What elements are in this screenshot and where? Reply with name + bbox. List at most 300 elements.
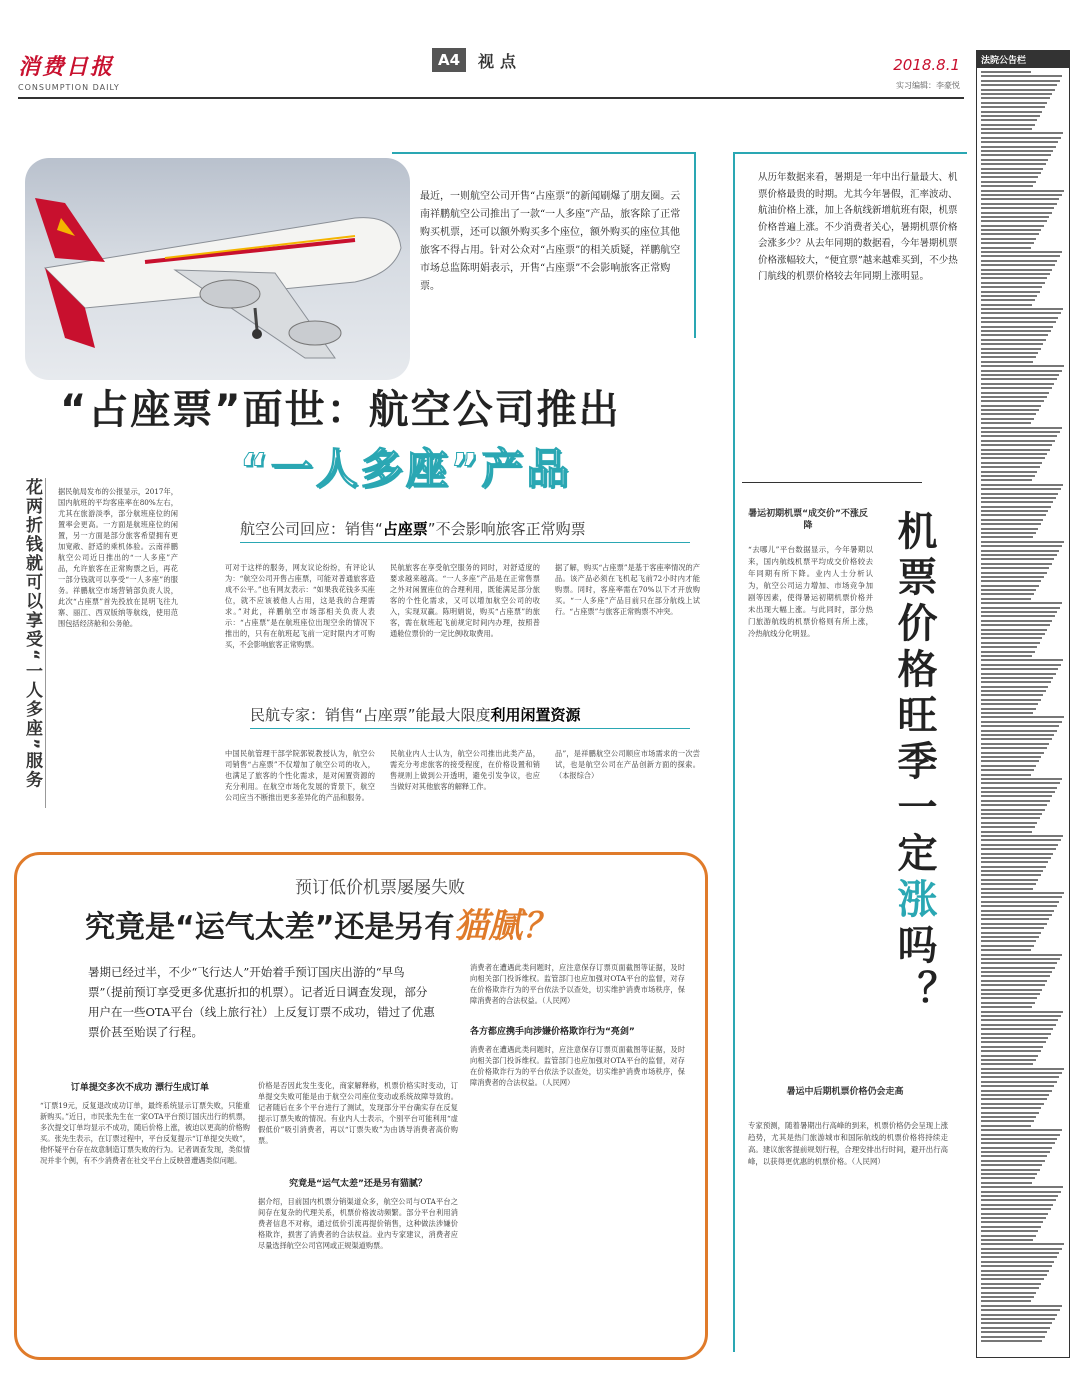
notice-text-line [981,1336,1045,1338]
notice-text-line [981,554,1057,556]
notice-text-line [981,440,1055,442]
notice-text-line [981,1147,1052,1149]
notice-text-line [981,128,1032,130]
notice-text-line [981,1318,1055,1320]
notice-text-line [981,97,1050,99]
notice-text-line [981,216,1049,218]
notice-text-line [981,664,1061,666]
notice-text-line [981,1186,1063,1188]
notice-text-line [981,1230,1038,1232]
notice-text-line [981,427,1062,429]
notice-text-line [981,1015,1061,1017]
notice-text-line [981,572,1047,574]
notice-text-line [981,291,1040,293]
lead-headline-secondary: “一人多座”产品 [240,444,572,493]
issue-date: 2018.8.1 [893,56,960,74]
notice-text-line [981,264,1055,266]
notice-text-line [981,176,1038,178]
notice-text-line [981,1063,1033,1065]
notice-text-line [981,615,1055,617]
notice-text-line [981,1278,1044,1280]
notice-text-line [981,958,1060,960]
notice-text-line [981,686,1048,688]
notice-text-line [981,194,1062,196]
notice-text-line [981,326,1053,328]
notice-text-line [981,260,1057,262]
notice-text-line [981,822,1037,824]
notice-text-line [981,444,1052,446]
lead-headline: “占座票”面世：航空公司推出 [60,387,621,433]
notice-text-line [981,251,1062,253]
notice-text-line [981,1085,1054,1087]
lead-column-text: 据民航局发布的公报显示，2017年，国内航班的平均客座率在80%左右，尤其在旅游淡季，部分航班座位的闲置率会更高。一方面是航班座位的闲置，另一方面是部分旅客希望拥有更加宽敞、舒适的乘机体验。云南祥鹏航空公司近日推出的“一人多座”产品，允许旅客在正常购票之后，再花一部分钱就可以享受“一人多座”的服务。祥鹏航空市场营销部负责人说，此次“占座票”首先投放在昆明飞往九寨、丽江、西双版纳等航线，使用范围包括经济舱和公务舱。 [58,487,178,628]
notice-text-line [981,1129,1062,1131]
court-notice-title: 法院公告栏 [977,51,1069,68]
notice-text-line [981,1024,1056,1026]
notice-text-line [981,71,1031,73]
notice-text-line [981,154,1051,156]
notice-text-line [981,1151,1050,1153]
notice-text-line [981,813,1042,815]
notice-text-line [981,804,1047,806]
notice-text-line [981,1037,1048,1039]
notice-text-line [981,1103,1044,1105]
notice-text-line [981,282,1045,284]
notice-text-line [981,580,1041,582]
notice-text-line [981,1120,1034,1122]
lead-subhead-airline: 航空公司回应：销售“占座票”不会影响旅客正常购票 [240,520,586,538]
notice-text-line [981,1213,1048,1215]
notice-text-line [981,861,1048,863]
notice-text-line [981,532,1036,534]
notice-text-line [981,896,1062,898]
notice-text-line [981,1006,1032,1008]
notice-text-line [981,479,1032,481]
notice-text-line [981,111,1042,113]
notice-text-line [981,936,1039,938]
notice-text-line [981,1112,1039,1114]
notice-text-line [981,212,1052,214]
notice-text-line [981,927,1044,929]
airplane-illustration [25,158,410,380]
notice-text-line [981,1191,1061,1193]
notice-text-line [981,760,1039,762]
notice-text-line [981,1270,1049,1272]
notice-text-line [981,1028,1053,1030]
notice-text-line [981,1322,1052,1324]
right-feature-divider [742,482,922,483]
notice-text-line [981,668,1058,670]
notice-text-line [981,839,1061,841]
notice-text-line [981,1265,1052,1267]
notice-text-line [981,493,1058,495]
notice-text-line [981,1327,1050,1329]
notice-text-line [981,1221,1043,1223]
notice-text-line [981,1309,1060,1311]
notice-text-line [981,536,1033,538]
notice-text-line [981,984,1045,986]
notice-text-line [981,703,1038,705]
notice-text-line [981,1134,1060,1136]
notice-text-line [981,356,1036,358]
notice-text-line [981,1155,1047,1157]
notice-text-line [981,506,1051,508]
notice-text-line [981,374,1059,376]
notice-text-line [981,730,1057,732]
notice-text-line [981,857,1051,859]
court-notice-column [976,50,1070,1358]
bottom-column-text: “订票19元，反复退改成功订单，最终系统显示订票失败，只能重新购买。”近日，市民张先生在一家OTA平台预订国庆出行的机票，多次提交订单均显示不成功，随后价格上涨，被迫以更高的价格购买。张先生表示，在订票过程中，平台反复提示“订单提交失败”，他怀疑平台存在故意制造订票失败的行为。记者调查发现，类似情况并非个例，有不少消费者在社交平台上反映曾遭遇类似问题。 [40,1101,250,1165]
lead-column-text: 民航旅客在享受航空服务的同时，对舒适度的要求越来越高。“一人多座”产品是在正常售票之外对闲置座位的合理利用，既能满足部分旅客的个性化需求，又可以增加航空公司的收入，实现双赢。陈明娟说，购买“占座票”的旅客，需在航班起飞前规定时间内办理，按照普通舱位票价的一定比例收取费用。 [390,563,540,638]
notice-text-line [981,949,1031,951]
notice-text-line [981,1072,1062,1074]
notice-text-line [981,545,1062,547]
notice-text-line [981,954,1062,956]
notice-text-line [981,1182,1032,1184]
notice-text-line [981,1090,1052,1092]
notice-text-line [981,413,1036,415]
notice-text-line [981,910,1054,912]
notice-text-line [981,453,1047,455]
notice-text-line [981,923,1047,925]
notice-text-line [981,124,1035,126]
notice-text-line [981,558,1054,560]
notice-text-line [981,449,1050,451]
notice-text-line [981,1256,1057,1258]
notice-text-line [981,646,1037,648]
notice-text-line [981,629,1047,631]
notice-text-line [981,817,1040,819]
notice-text-line [981,866,1046,868]
right-feature-subhead: 暑运初期机票“成交价”不涨反降 [748,509,868,531]
notice-text-line [981,181,1036,183]
notice-text-line [981,1204,1053,1206]
notice-text-line [981,312,1061,314]
notice-text-line [981,655,1032,657]
notice-text-line [981,795,1052,797]
notice-text-line [981,1076,1059,1078]
notice-text-line [981,1217,1046,1219]
notice-text-line [981,633,1045,635]
notice-text-line [981,1081,1057,1083]
notice-text-line [981,620,1052,622]
notice-text-line [981,563,1052,565]
editor-credit: 实习编辑：李豪悦 [896,81,960,90]
notice-text-line [981,220,1047,222]
notice-text-line [981,1314,1057,1316]
lead-column-text: 可对于这样的服务，网友议论纷纷，有评论认为：“航空公司开售占座票，可能对普通旅客造成不公平。”也有网友表示：“如果我花钱多买座位，就不应该被他人占用，这是我的合理需求。”对此，祥鹏航空市场部相关负责人表示：“占座票”是在航班座位出现空余的情况下推出的，只有在航班起飞前一定时限内才可购买，不会影响旅客正常购票。 [225,563,375,649]
notice-text-line [981,1274,1047,1276]
notice-text-line [981,132,1063,134]
notice-text-line [981,848,1056,850]
notice-text-line [981,343,1043,345]
notice-text-line [981,756,1041,758]
notice-text-line [981,883,1036,885]
notice-text-line [981,418,1034,420]
notice-text-line [981,914,1052,916]
notice-text-line [981,962,1057,964]
notice-text-line [981,747,1047,749]
notice-text-line [981,611,1057,613]
notice-text-line [981,1177,1035,1179]
notice-text-line [981,787,1057,789]
notice-text-line [981,971,1052,973]
notice-text-line [981,93,1052,95]
notice-text-line [981,1169,1040,1171]
notice-text-line [981,378,1057,380]
notice-text-line [981,190,1064,192]
bottom-headline: 究竟是“运气太差”还是另有猫腻？ [85,906,557,946]
notice-text-line [981,89,1055,91]
notice-text-line [981,699,1041,701]
notice-text-line [981,1160,1045,1162]
notice-text-line [981,1059,1036,1061]
notice-text-line [981,497,1056,499]
bottom-subhead: 究竟是“运气太差”还是另有猫腻？ [289,1179,427,1189]
notice-text-line [981,1046,1043,1048]
notice-text-line [981,462,1042,464]
notice-text-line [981,400,1044,402]
notice-text-line [981,712,1033,714]
notice-text-line [981,514,1046,516]
notice-text-line [981,980,1047,982]
bottom-subhead: 各方都应携手向涉嫌价格欺诈行为“亮剑” [470,1027,635,1037]
notice-text-line [981,387,1052,389]
notice-text-line [981,334,1048,336]
notice-text-line [981,488,1061,490]
lead-intro-text: 最近，一则航空公司开售“占座票”的新闻刷爆了朋友圈。云南祥鹏航空公司推出了一款“一人多座”产品，旅客除了正常购买机票，还可以额外购买多个座位，额外购买的座位其他旅客不得占用。针对公众对“占座票”的相关质疑，祥鹏航空市场总监陈明娟表示，开售“占座票”不会影响旅客正常购票。 [420,191,681,292]
notice-text-line [981,339,1046,341]
notice-text-line [981,115,1040,117]
masthead [18,50,168,100]
notice-text-line [981,1243,1064,1245]
notice-text-line [981,330,1051,332]
notice-text-line [981,80,1060,82]
notice-text-line [981,1300,1031,1302]
notice-text-line [981,1107,1041,1109]
notice-text-line [981,1252,1059,1254]
notice-text-line [981,765,1036,767]
notice-text-line [981,102,1047,104]
notice-text-line [981,1283,1041,1285]
notice-text-line [981,1033,1051,1035]
notice-text-line [981,207,1054,209]
notice-text-line [981,905,1057,907]
notice-text-line [981,651,1035,653]
notice-text-line [981,1305,1062,1307]
notice-text-line [981,888,1033,890]
right-feature-headline: 机票价格旺季一定涨吗？ [891,510,937,1016]
notice-text-line [981,1226,1041,1228]
notice-text-line [981,383,1054,385]
notice-text-line [981,989,1042,991]
section-name: 视点 [478,51,523,71]
notice-text-line [981,809,1045,811]
bottom-column-text: 据介绍，目前国内机票分销渠道众多，航空公司与OTA平台之间存在复杂的代理关系，机票价格波动频繁。部分平台利用消费者信息不对称，通过低价引流再提价销售，这种做法涉嫌价格欺诈，损害了消费者的合法权益。业内专家建议，消费者应尽量选择航空公司官网或正规渠道购票。 [258,1197,458,1250]
notice-text-line [981,528,1038,530]
bottom-kicker: 预订低价机票屡屡失败 [295,878,465,898]
notice-text-line [981,602,1062,604]
notice-text-line [981,365,1064,367]
notice-text-line [981,567,1049,569]
lead-subhead-expert: 民航专家：销售“占座票”能最大限度利用闲置资源 [250,706,581,724]
notice-text-line [981,172,1041,174]
notice-text-line [981,734,1054,736]
notice-text-line [981,519,1043,521]
notice-text-line [981,1340,1042,1342]
notice-text-line [981,1094,1049,1096]
notice-text-line [981,879,1038,881]
notice-text-line [981,874,1041,876]
notice-text-line [981,457,1045,459]
notice-text-line [981,471,1037,473]
notice-text-line [981,1261,1054,1263]
notice-text-line [981,523,1041,525]
notice-text-line [981,637,1042,639]
notice-text-line [981,229,1041,231]
airplane-photo [25,158,410,380]
notice-text-line [981,585,1039,587]
right-feature-column-text: 专家预测，随着暑期出行高峰的到来，机票价格仍会呈现上涨趋势，尤其是热门旅游城市和国际航线的机票价格将持续走高。建议旅客提前规划行程，合理安排出行时间，避开出行高峰，以获得更优惠的机票价格。（人民网） [748,1121,948,1166]
notice-text-line [981,163,1046,165]
right-feature-column-text: “去哪儿”平台数据显示，今年暑期以来，国内航线机票平均成交价格较去年同期有所下降。业内人士分析认为，航空公司运力增加、市场竞争加剧等因素，使得暑运初期机票价格并未出现大幅上涨。与此同时，部分热门旅游航线的机票价格则有所上涨，冷热航线分化明显。 [748,545,873,638]
lead-column-text: 民航业内人士认为，航空公司推出此类产品，需充分考虑旅客的接受程度，在价格设置和销售规则上做到公开透明，避免引发争议，也应当做好对其他旅客的解释工作。 [390,749,540,791]
notice-text-line [981,484,1063,486]
notice-text-line [981,242,1034,244]
notice-text-line [981,84,1057,86]
lead-column-text: 品”，是祥鹏航空公司顺应市场需求的一次尝试，也是航空公司在产品创新方面的探索。（本报综合） [555,749,700,780]
right-feature-subhead: 暑运中后期机票价格仍会走高 [786,1087,904,1097]
notice-text-line [981,782,1060,784]
notice-text-line [981,466,1040,468]
notice-text-line [981,576,1044,578]
notice-text-line [981,255,1060,257]
notice-text-line [981,1331,1047,1333]
notice-text-line [981,743,1049,745]
notice-text-line [981,137,1061,139]
notice-text-line [981,659,1063,661]
notice-text-line [981,146,1056,148]
notice-text-line [981,1055,1038,1057]
notice-text-line [981,791,1055,793]
notice-text-line [981,361,1033,363]
notice-text-line [981,598,1031,600]
notice-text-line [981,1235,1036,1237]
bottom-column-text: 价格是否因此发生变化，商家解释称，机票价格实时变动，订单提交失败可能是由于航空公司座位变动或系统故障导致的。记者随后在多个平台进行了测试，发现部分平台确实存在反复提示订票失败的情况。有业内人士表示，个别平台可能利用“虚假低价”吸引消费者，再以“订票失败”为由诱导消费者高价购票。 [258,1081,458,1145]
notice-text-line [981,831,1032,833]
notice-text-line [981,1050,1041,1052]
bottom-subhead: 订单提交多次不成功 漂行生成订单 [70,1083,210,1093]
notice-text-line [981,286,1042,288]
notice-text-line [981,273,1050,275]
notice-text-line [981,550,1059,552]
notice-text-line [981,778,1062,780]
notice-text-line [981,774,1031,776]
notice-text-line [981,681,1051,683]
subhead-underline [240,542,690,543]
notice-text-line [981,238,1036,240]
notice-text-line [981,642,1040,644]
notice-text-line [981,967,1055,969]
notice-text-line [981,150,1053,152]
notice-text-line [981,269,1052,271]
notice-text-line [981,352,1038,354]
notice-text-line [981,901,1059,903]
notice-text-line [981,997,1037,999]
notice-text-line [981,1068,1064,1070]
notice-text-line [981,769,1034,771]
notice-text-line [981,317,1058,319]
notice-text-line [981,159,1048,161]
notice-text-line [981,1248,1062,1250]
court-notice-text [977,68,1069,1347]
header-rule [18,97,964,99]
vertical-side-title: 花两折钱就可以享受“一人多座”服务 [18,478,46,808]
lead-column-text: 中国民航管理干部学院郭锐教授认为，航空公司销售“占座票”不仅增加了航空公司的收入，也满足了旅客的个性化需求，是对闲置资源的充分利用。在航空市场化发展的背景下，航空公司应当不断推出更多差异化的产品和服务。 [225,749,375,802]
notice-text-line [981,1002,1035,1004]
notice-text-line [981,299,1035,301]
notice-text-line [981,119,1037,121]
notice-text-line [981,624,1050,626]
notice-text-line [981,348,1041,350]
lead-column-text: 据了解，购买“占座票”是基于客座率情况的产品。该产品必须在飞机起飞前72小时内才能购票。同时，客座率需在70%以下才开放购买。“一人多座”产品目前只在部分航线上试行。“占座票”与旅客正常购票不冲突。 [555,563,700,616]
notice-text-line [981,168,1043,170]
right-feature-intro: 从历年数据来看，暑期是一年中出行量最大、机票价格最贵的时期。尤其今年暑假，汇率波动、航油价格上涨，加上各航线新增航班有限，机票价格普遍上涨。不少消费者关心，暑期机票价格会涨多少？从去年同期的数据看，今年暑期机票价格涨幅较大，“便宜票”越来越难买到，不少热门航线的机票价格较去年同期上涨明显。 [758,172,958,282]
section-tab [432,46,562,74]
bottom-column-text: 消费者在遭遇此类问题时，应注意保存订票页面截图等证据，及时向相关部门投诉维权。监管部门也应加强对OTA平台的监督，对存在价格欺诈行为的平台依法予以查处，切实维护消费市场秩序，保障消费者的合法权益。（人民网） [470,1045,685,1087]
notice-text-line [981,1296,1034,1298]
notice-text-line [981,1287,1039,1289]
newspaper-logo: 消费日报 [18,54,115,80]
notice-text-line [981,892,1064,894]
notice-text-line [981,932,1041,934]
notice-text-line [981,1041,1046,1043]
notice-text-line [981,690,1046,692]
notice-text-line [981,673,1056,675]
notice-text-line [981,1292,1036,1294]
notice-text-line [981,752,1044,754]
subhead-underline [250,728,690,729]
notice-text-line [981,1239,1033,1241]
notice-text-line [981,203,1057,205]
notice-text-line [981,1142,1055,1144]
notice-text-line [981,716,1064,718]
notice-text-line [981,800,1050,802]
notice-text-line [981,918,1049,920]
notice-text-line [981,725,1059,727]
notice-text-line [981,405,1041,407]
notice-text-line [981,435,1057,437]
notice-text-line [981,392,1049,394]
notice-text-line [981,677,1053,679]
page-number: A4 [432,48,466,72]
notice-text-line [981,708,1036,710]
notice-text-line [981,593,1034,595]
notice-text-line [981,75,1062,77]
notice-text-line [981,826,1035,828]
notice-text-line [981,1164,1042,1166]
notice-text-line [981,1019,1058,1021]
notice-text-line [981,870,1043,872]
notice-text-line [981,541,1064,543]
notice-text-line [981,510,1048,512]
notice-text-line [981,304,1032,306]
notice-text-line [981,277,1047,279]
notice-text-line [981,106,1045,108]
notice-text-line [981,993,1040,995]
notice-text-line [981,1208,1051,1210]
notice-text-line [981,321,1056,323]
